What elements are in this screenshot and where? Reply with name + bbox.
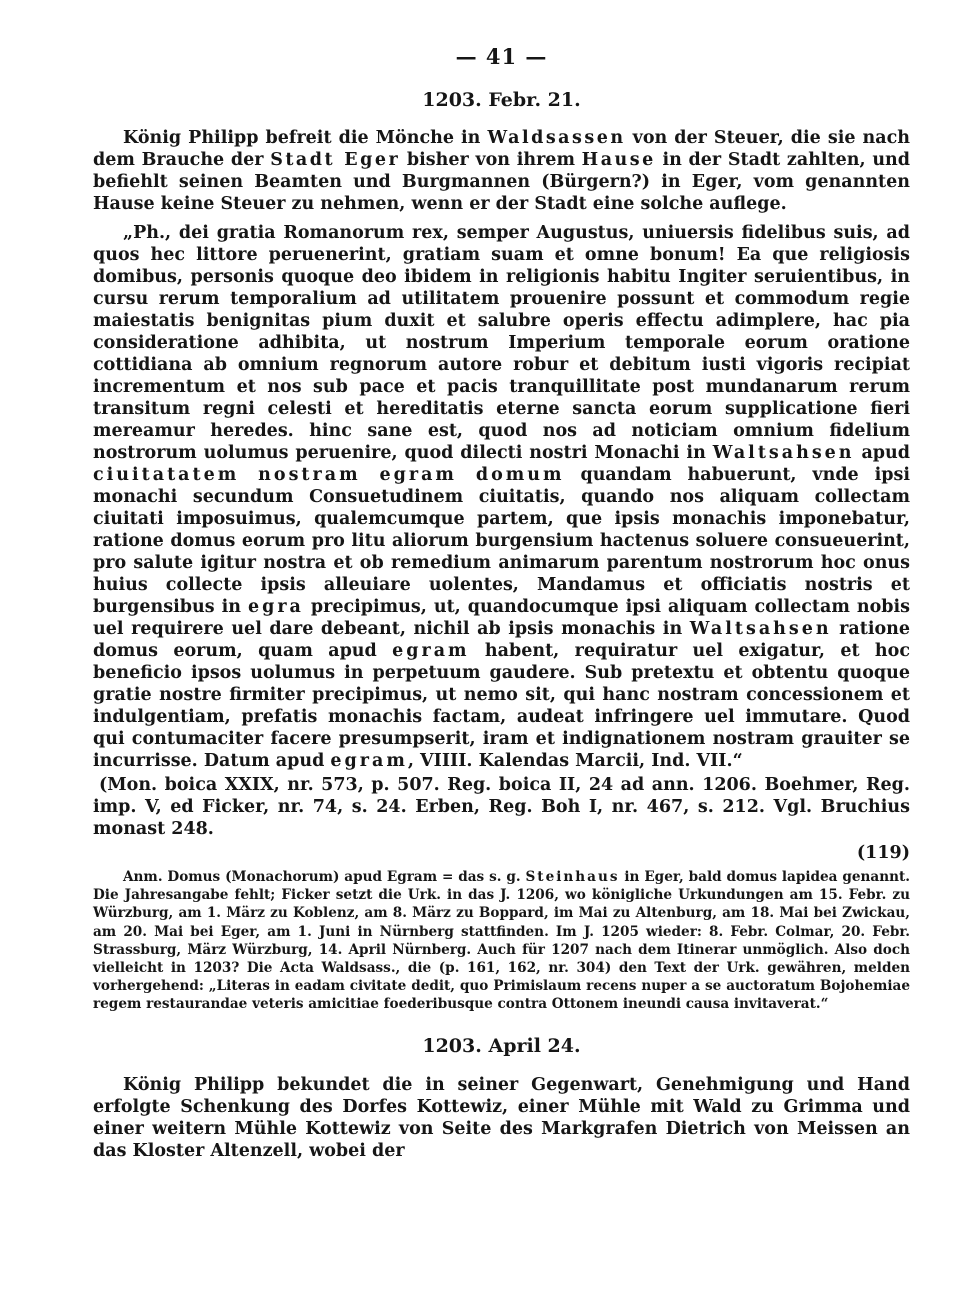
charter-text: „Ph., dei gratia Romanorum rex, semper Augustus, uniuersis fidelibus suis, ad quos hec littore peruenerint, gratiam suam et omne bonum! Ea que religiosis domibus, personis quoque deo ibidem in religionis habitu Ingiter seruientibus, in cursu rerum temporalium ad utilitatem prouenire possunt et commodum regie maiestatis benignitas pium duxit et salubre operis effectu adimplere, hac pia consideratione adhibita, ut nostrum Imperium temporale eorum oratione cottidiana ab omnium regnorum autore robur et debitum iusti vigoris recipiat incrementum et nos sub pace et pacis tranquillitate post mundanarum rerum transitum regni celesti et hereditatis eterne sancta eorum supplicatione fieri mereamur heredes. hinc sane est, quod nos ad noticiam omnium fidelium nostrorum uolumus peruenire, quod dilecti nostri Monachi in Waltsahsen apud ciuitatatem nostram egram domum quandam habuerunt, vnde ipsi monachi secundum Consuetudinem ciuitatis, quando nos aliquam collectam ciuitati imposuimus, qualemcumque partem, que ipsis monachis imponebatur, ratione domus eorum pro litu aliorum burgensium hactenus soluere consueuerint, pro salute igitur nostra et ob remedium animarum parentum nostrorum hoc onus huius collecte ipsis alleuiare uolentes, Mandamus et officiatis nostris et burgensibus in egra precipimus, ut, quandocumque ipsi aliquam collectam nobis uel requirere uel dare debeant, nichil ab ipsis monachis in Waltsahsen ratione domus eorum, quam apud egram habent, requiratur uel exigatur, et hoc beneficio ipsos uolumus in perpetuum gaudere. Sub pretextu et obtentu quoque gratie nostre firmiter precipimus, ut nemo sit, qui hanc nostram concessionem et indulgentiam, prefatis monachis factam, audeat infringere uel immutare. Quod qui contumaciter facere presumpserit, iram et indignationem nostram grauiter se incurrisse. Datum apud egram, VIIII. Kalendas Marcii, Ind. VII.“ [93, 223, 910, 771]
spaced-word: Waltsahsen [712, 443, 855, 463]
spaced-word: ciuitatatem nostram egram domum [93, 465, 565, 485]
document-page [93, 42, 910, 1162]
page-number: — 41 — [455, 44, 548, 69]
spaced-place-name: Stadt Eger [270, 150, 401, 170]
spaced-word: Steinhaus [525, 869, 620, 885]
spaced-place-name: Hause [581, 150, 656, 170]
spaced-place-name: Waldsassen [487, 128, 626, 148]
entry-heading-1: 1203. Febr. 21. [422, 89, 581, 111]
entry-summary-1: König Philipp befreit die Mönche in Waldsassen von der Steuer, die sie nach dem Brauche der Stadt Eger bisher von ihrem Hause in der Stadt zahlten, und befiehlt seinen Beamten und Burgmannen (Bürgern?) in Eger, vom genannten Hause keine Steuer zu nehmen, wenn er der Stadt eine solche auflege. [93, 128, 911, 214]
entry-summary-2: König Philipp bekundet die in seiner Gegenwart, Genehmigung und Hand erfolgte Schenkung des Dorfes Kottewiz, einer Mühle mit Wald zu Grimma und einer weitern Mühle Kottewiz von Seite des Markgrafen Dietrich von Meissen an das Kloster Altenzell, wobei der [93, 1074, 910, 1161]
annotation-note: Anm. Domus (Monachorum) apud Egram = das s. g. Steinhaus in Eger, bald domus lapidea genannt. Die Jahresangabe fehlt; Ficker setzt die Urk. in das J. 1206, wo königliche Urkundungen am 15. Febr. zu Würzburg, am 1. März zu Koblenz, am 8. März zu Boppard, im Mai zu Altenburg, am 18. Mai bei Zwickau, am 20. Mai bei Eger, am 1. Juni in Nürnberg stattfinden. Im J. 1205 wieder: 8. Febr. Colmar, 20. Febr. Strassburg, März Würzburg, 14. April Nürnberg. Auch für 1207 nach dem Itinerar unmöglich. Also doch vielleicht in 1203? Die Acta Waldsass., die (p. 161, 162, nr. 304) den Text der Urk. gewähren, melden vorhergehend: „Literas in eadam civitate dedit, quo Primislaum recens nuper a se auctoratum Bojohemiae regem restaurandae veteris amicitiae foederibusque contra Ottonem ineundi causa invitaverat.“ [93, 869, 910, 1013]
spaced-word: egram [392, 641, 470, 661]
spaced-word: egram [330, 751, 408, 771]
spaced-word: Waltsahsen [689, 619, 832, 639]
references: (Mon. boica XXIX, nr. 573, p. 507. Reg. boica II, 24 ad ann. 1206. Boehmer, Reg. imp. V, ed Ficker, nr. 74, s. 24. Erben, Reg. Boh I, nr. 467, s. 212. Vgl. Bruchius monast 248. [93, 775, 910, 839]
entry-heading-2: 1203. April 24. [422, 1034, 581, 1057]
spaced-word: egra [247, 597, 304, 617]
document-number: (119) [856, 843, 910, 863]
